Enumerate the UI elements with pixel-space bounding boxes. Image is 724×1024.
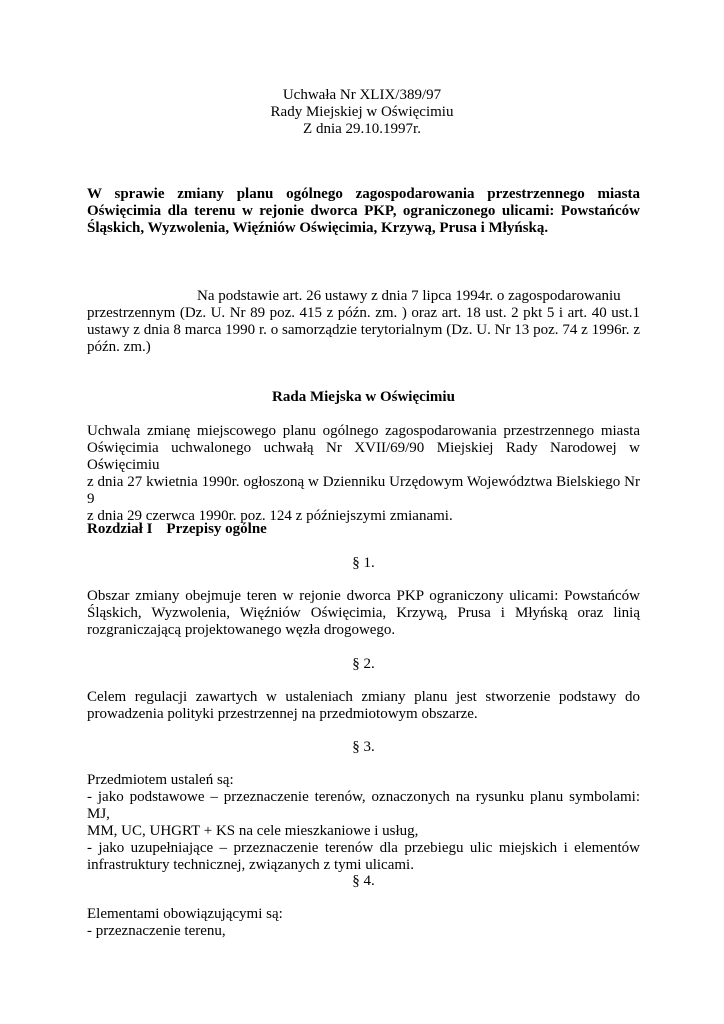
section-line: MM, UC, UHGRT + KS na cele mieszkaniowe i usług, (87, 823, 419, 839)
resolution-header (0, 87, 724, 138)
section-mark-4: § 4. (352, 873, 375, 889)
legal-basis (87, 288, 640, 356)
section-mark-2: § 2. (352, 656, 375, 672)
section-line: infrastruktury technicznej, związanych z tymi ulicami. (87, 857, 414, 873)
section-line: Obszar zmiany obejmuje teren w rejonie dworca PKP ograniczony ulicami: Powstańców (87, 588, 640, 604)
chapter-title: Przepisy ogólne (166, 521, 267, 537)
chapter-heading (87, 521, 640, 538)
resolution-number: Uchwała Nr XLIX/389/97 (282, 87, 442, 103)
section-line: Śląskich, Wyzwolenia, Więźniów Oświęcimia, Krzywą, Prusa i Młyńską oraz linią (87, 605, 640, 621)
section-mark-1: § 1. (352, 555, 375, 571)
resolution-subject (87, 186, 640, 237)
council-name: Rady Miejskiej w Oświęcimiu (270, 104, 454, 120)
council-title: Rada Miejska w Oświęcimiu (272, 389, 455, 405)
section-line: Przedmiotem ustaleń są: (87, 772, 234, 788)
legal-basis-line: późn. zm.) (87, 339, 151, 355)
section-4-text (87, 906, 640, 940)
section-1-text (87, 588, 640, 639)
decision-line: Oświęcimia uchwalonego uchwałą Nr XVII/69/90 Miejskiej Rady Narodowej w Oświęcimiu (87, 440, 640, 473)
subject-line: Śląskich, Wyzwolenia, Więźniów Oświęcimia, Krzywą, Prusa i Młyńską. (87, 220, 549, 236)
section-mark-3: § 3. (352, 739, 375, 755)
legal-basis-line: przestrzennym (Dz. U. Nr 89 poz. 415 z późn. zm. ) oraz art. 18 ust. 2 pkt 5 i art. 40 ust.1 (87, 305, 640, 321)
section-line: prowadzenia polityki przestrzennej na przedmiotowym obszarze. (87, 706, 478, 722)
section-line: - przeznaczenie terenu, (87, 923, 226, 939)
council-decision (87, 423, 640, 525)
chapter-number: Rozdział I (87, 521, 153, 537)
section-line: - jako podstawowe – przeznaczenie terenów, oznaczonych na rysunku planu symbolami: MJ, (87, 789, 640, 822)
section-3-text (87, 772, 640, 874)
section-line: Elementami obowiązującymi są: (87, 906, 283, 922)
decision-line: z dnia 29 czerwca 1990r. poz. 124 z późniejszymi zmianami. (87, 508, 453, 524)
section-line: rozgraniczającą projektowanego węzła drogowego. (87, 622, 396, 638)
subject-line: Oświęcimia dla terenu w rejonie dworca PKP, ograniczonego ulicami: Powstańców (87, 203, 640, 219)
section-line: Celem regulacji zawartych w ustaleniach zmiany planu jest stworzenie podstawy do (87, 689, 640, 705)
subject-line: W sprawie zmiany planu ogólnego zagospodarowania przestrzennego miasta (87, 186, 640, 202)
section-2-text (87, 689, 640, 723)
section-line: - jako uzupełniające – przeznaczenie terenów dla przebiegu ulic miejskich i elementów (87, 840, 640, 856)
legal-basis-line: ustawy z dnia 8 marca 1990 r. o samorządzie terytorialnym (Dz. U. Nr 13 poz. 74 z 1996r. z (87, 322, 640, 338)
legal-basis-line: Na podstawie art. 26 ustawy z dnia 7 lipca 1994r. o zagospodarowaniu (197, 288, 621, 304)
decision-line: z dnia 27 kwietnia 1990r. ogłoszoną w Dzienniku Urzędowym Województwa Bielskiego Nr 9 (87, 474, 640, 507)
resolution-date: Z dnia 29.10.1997r. (303, 121, 421, 137)
decision-line: Uchwala zmianę miejscowego planu ogólnego zagospodarowania przestrzennego miasta (87, 423, 640, 439)
